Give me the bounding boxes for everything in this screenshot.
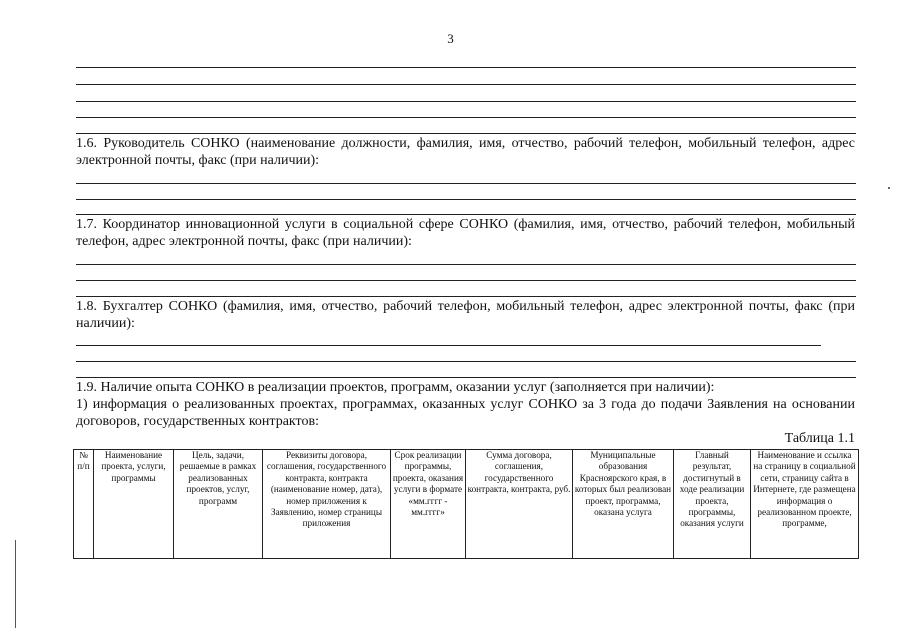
fill-line [76, 101, 856, 102]
section-1-7-text: 1.7. Координатор инновационной услуги в социальной сфере СОНКО (фамилия, имя, отчество, рабочий телефон, мобильный телефон, адрес электронной почты, факс (при наличии): [76, 217, 855, 249]
section-1-9-text: 1.9. Наличие опыта СОНКО в реализации проектов, программ, оказании услуг (заполняется при наличии): [76, 380, 715, 395]
table-header-row [74, 450, 859, 559]
fill-line [76, 264, 856, 265]
fill-line [76, 280, 856, 281]
header-cell-municipalities: Муниципальные образования Красноярского края, в которых был реализован проект, программа, оказана услуга [573, 450, 674, 559]
header-cell-period: Срок реализации программы, проекта, оказания услуги в формате «мм.гггг - мм.гггг» [391, 450, 466, 559]
experience-table [73, 449, 859, 559]
section-1-9-item-1-text: 1) информация о реализованных проектах, программах, оказанных услуг СОНКО за 3 года до подачи Заявления на основании договоров, государственных контрактов: [76, 397, 855, 429]
header-cell-web-link: Наименование и ссылка на страницу в социальной сети, страницу сайта в Интернете, где размещена информация о реализованном проекте, программе, [751, 450, 859, 559]
header-cell-main-result: Главный результат, достигнутый в ходе реализации проекта, программы, оказания услуги [674, 450, 751, 559]
fill-line [76, 67, 856, 68]
scan-margin-line [15, 540, 16, 628]
section-1-6-text: 1.6. Руководитель СОНКО (наименование должности, фамилия, имя, отчество, рабочий телефон, мобильный телефон, адрес электронной почты, факс (при наличии): [76, 136, 855, 168]
fill-line [76, 133, 856, 134]
fill-line [76, 117, 856, 118]
header-cell-number: № п/п [74, 450, 94, 559]
fill-line [76, 377, 856, 378]
fill-line [76, 84, 856, 85]
section-1-8-text: 1.8. Бухгалтер СОНКО (фамилия, имя, отчество, рабочий телефон, мобильный телефон, адрес электронной почты, факс (при наличии): [76, 299, 855, 331]
fill-line [76, 296, 856, 297]
fill-line [76, 199, 856, 200]
header-cell-contract-details: Реквизиты договора, соглашения, государственного контракта, контракта (наименование номер, дата), номер приложения к Заявлению, номер страницы приложения [263, 450, 391, 559]
scan-speck [888, 187, 890, 189]
header-cell-goals: Цель, задачи, решаемые в рамках реализованных проектов, услуг, программ [174, 450, 263, 559]
header-cell-amount: Сумма договора, соглашения, государственного контракта, контракта, руб. [466, 450, 573, 559]
table-caption: Таблица 1.1 [784, 431, 855, 446]
fill-line [76, 183, 856, 184]
fill-line [76, 214, 856, 215]
page-number: 3 [447, 31, 454, 46]
fill-line [76, 345, 821, 346]
header-cell-name: Наименование проекта, услуги, программы [94, 450, 174, 559]
fill-line [76, 361, 856, 362]
